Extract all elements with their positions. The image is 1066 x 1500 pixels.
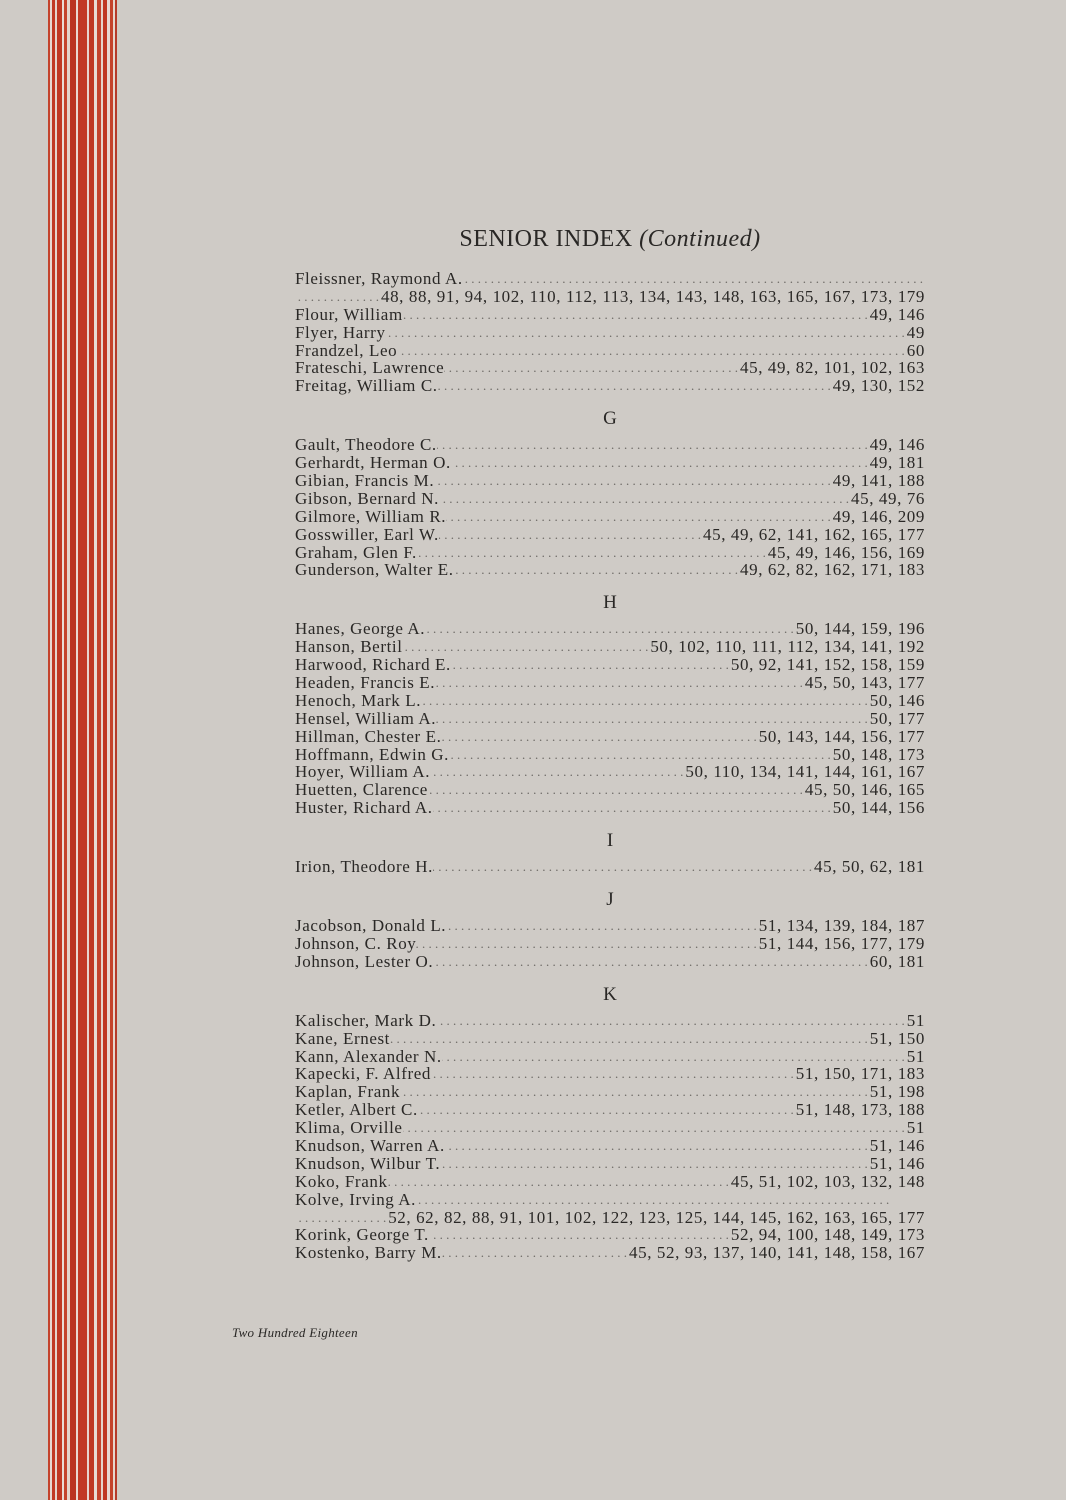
dot-leader [449,746,833,764]
decorative-red-stripe-border [46,0,120,1500]
entry-pages: 51, 146 [869,1153,925,1173]
section-letter-heading: K [603,983,617,1005]
entry-name: Gibson, Bernard N. [295,488,439,508]
index-entry-row [295,1065,925,1083]
section-letter-heading: J [606,889,614,911]
index-entry-row [295,1012,925,1030]
index-entry-row [295,1137,925,1155]
section-letter-heading: H [603,592,617,614]
dot-leader [425,620,796,638]
entry-pages: 60 [906,340,925,360]
dot-leader [435,674,805,692]
index-entry-row [295,746,925,764]
dot-leader [441,728,758,746]
index-entry-row [295,728,925,746]
dot-leader [431,1065,796,1083]
entry-pages: 51, 150 [869,1028,925,1048]
entry-name: Henoch, Mark L. [295,690,422,710]
entry-pages: 49, 181 [869,453,925,473]
entry-name: Klima, Orville [295,1118,403,1138]
dot-leader [388,1173,731,1191]
dot-leader [434,472,833,490]
dot-leader [437,436,870,454]
entry-name: Johnson, C. Roy [295,933,417,953]
entry-name: Irion, Theodore H. [295,857,433,877]
entry-pages: 49, 130, 152 [832,376,925,396]
entry-pages: 51 [906,1118,925,1138]
index-entry-continuation-row [295,1209,925,1227]
entry-pages: 45, 49, 82, 101, 102, 163 [740,358,925,378]
index-entry-row [295,454,925,472]
entry-pages: 49 [906,322,925,342]
entry-name: Koko, Frank [295,1171,388,1191]
dot-leader [386,324,907,342]
index-entry-row [295,1155,925,1173]
index-entry-row [295,342,925,360]
dot-leader [444,359,740,377]
entry-name: Gibian, Francis M. [295,471,435,491]
entry-name: Harwood, Richard E. [295,655,451,675]
entry-name: Huetten, Clarence [295,780,428,800]
entry-pages: 51 [906,1046,925,1066]
index-entry-row [295,656,925,674]
index-entry-row [295,1173,925,1191]
entry-name: Fleissner, Raymond A. [295,269,463,288]
entry-pages: 48, 88, 91, 94, 102, 110, 112, 113, 134, 143, 148, 163, 165, 167, 173, 179 [380,286,925,306]
entry-name: Gault, Theodore C. [295,435,437,455]
entry-pages: 49, 146 [869,304,925,324]
entry-pages: 51, 198 [869,1082,925,1102]
index-entry-row [295,377,925,395]
dot-leader [440,1155,870,1173]
dot-leader [433,799,833,817]
dot-leader [439,490,851,508]
entry-name: Freitag, William C. [295,376,438,396]
index-entry-row [295,710,925,728]
entry-name: Korink, George T. [295,1225,429,1245]
index-entry-row [295,763,925,781]
dot-leader [433,858,814,876]
dot-leader [295,288,381,306]
dot-leader [436,1012,906,1030]
index-entry-row [295,359,925,377]
index-entry-row [295,508,925,526]
entry-name: Hanes, George A. [295,619,426,639]
dot-leader [436,710,870,728]
index-entry-row [295,472,925,490]
index-entry-row [295,544,925,562]
entry-name: Gunderson, Walter E. [295,560,454,580]
entry-name: Gilmore, William R. [295,506,447,526]
entry-name: Frandzel, Leo [295,340,398,360]
entry-pages: 51, 134, 139, 184, 187 [758,916,925,936]
dot-leader [442,1244,629,1262]
index-entry-row [295,620,925,638]
index-entry-row [295,638,925,656]
entry-name: Hoyer, William A. [295,762,431,782]
index-entry-row [295,490,925,508]
page-title-main: SENIOR INDEX [459,226,633,252]
entry-name: Hillman, Chester E. [295,726,442,746]
entry-name: Hanson, Bertil [295,637,403,657]
dot-leader [428,781,805,799]
dot-leader [442,1048,907,1066]
index-entry-row [295,561,925,579]
section-letter-heading: G [603,408,617,430]
entry-pages: 45, 50, 146, 165 [804,780,925,800]
index-entry-row [295,324,925,342]
dot-leader [403,306,870,324]
entry-name: Johnson, Lester O. [295,951,434,971]
dot-leader [454,561,740,579]
dot-leader [416,1191,890,1209]
dot-leader [397,342,907,360]
index-entry-row [295,1226,925,1244]
dot-leader [463,270,925,288]
entry-name: Kolve, Irving A. [295,1189,417,1209]
index-entry-row [295,692,925,710]
entry-pages: 51, 144, 156, 177, 179 [758,933,925,953]
index-entry-row [295,858,925,876]
entry-pages: 49, 141, 188 [832,471,925,491]
entry-pages: 50, 102, 110, 111, 112, 134, 141, 192 [650,637,925,657]
entry-name: Jacobson, Donald L. [295,916,447,936]
section-letter-heading: I [606,830,614,852]
entry-pages: 49, 146 [869,435,925,455]
entry-name: Kane, Ernest [295,1028,390,1048]
index-entry-row [295,799,925,817]
entry-name: Ketler, Albert C. [295,1100,418,1120]
dot-leader [416,935,758,953]
entry-pages: 60, 181 [869,951,925,971]
entry-pages: 45, 52, 93, 137, 140, 141, 148, 158, 167 [629,1243,925,1263]
entry-name: Gerhardt, Herman O. [295,453,451,473]
entry-pages: 50, 92, 141, 152, 158, 159 [730,655,925,675]
dot-leader [421,692,870,710]
page-title [0,226,1066,253]
entry-pages: 50, 177 [869,708,925,728]
entry-pages: 45, 50, 143, 177 [804,673,925,693]
entry-name: Headen, Francis E. [295,673,436,693]
entry-pages: 50, 143, 144, 156, 177 [758,726,925,746]
entry-pages: 51, 150, 171, 183 [795,1064,925,1084]
dot-leader [433,953,870,971]
entry-name: Graham, Glen F. [295,542,417,562]
entry-pages: 50, 110, 134, 141, 144, 161, 167 [685,762,925,782]
dot-leader [451,454,870,472]
dot-leader [445,1137,870,1155]
entry-pages: 52, 94, 100, 148, 149, 173 [730,1225,925,1245]
page-number-footer: Two Hundred Eighteen [232,1325,358,1340]
entry-pages: 49, 62, 82, 162, 171, 183 [740,560,925,580]
index-entry-row [295,526,925,544]
entry-pages: 45, 50, 62, 181 [814,857,925,877]
index-entry-row [295,436,925,454]
dot-leader [390,1030,870,1048]
index-entry-row [295,1191,925,1209]
entry-pages: 45, 49, 62, 141, 162, 165, 177 [703,524,925,544]
entry-pages: 45, 49, 76 [851,488,925,508]
entry-pages: 50, 144, 159, 196 [795,619,925,639]
entry-name: Knudson, Wilbur T. [295,1153,441,1173]
dot-leader [417,544,768,562]
entry-name: Flyer, Harry [295,322,386,342]
entry-pages: 51, 148, 173, 188 [795,1100,925,1120]
entry-pages: 50, 148, 173 [832,744,925,764]
entry-name: Kapecki, F. Alfred [295,1064,431,1084]
dot-leader [403,1119,907,1137]
entry-name: Frateschi, Lawrence [295,358,445,378]
dot-leader [400,1083,870,1101]
dot-leader [430,763,685,781]
entry-pages: 50, 146 [869,690,925,710]
index-entry-row [295,1101,925,1119]
entry-pages: 49, 146, 209 [832,506,925,526]
entry-name: Kaplan, Frank [295,1082,401,1102]
entry-name: Gosswiller, Earl W. [295,524,439,544]
index-entry-row [295,917,925,935]
dot-leader [429,1226,731,1244]
dot-leader [446,508,833,526]
entry-pages: 45, 49, 146, 156, 169 [767,542,925,562]
index-entry-row [295,1244,925,1262]
entry-name: Hoffmann, Edwin G. [295,744,450,764]
page-title-continued: (Continued) [639,226,761,252]
dot-leader [451,656,731,674]
dot-leader [403,638,651,656]
index-entry-row [295,781,925,799]
index-entry-row [295,674,925,692]
index-entry-row [295,1048,925,1066]
index-entry-row [295,1030,925,1048]
entry-pages: 51, 146 [869,1135,925,1155]
entry-name: Flour, William [295,304,403,324]
entry-pages: 45, 51, 102, 103, 132, 148 [730,1171,925,1191]
dot-leader [418,1101,796,1119]
entry-name: Kostenko, Barry M. [295,1243,442,1263]
entry-name: Huster, Richard A. [295,798,433,818]
index-entry-row [295,270,925,288]
dot-leader [438,377,833,395]
index-entry-row [295,306,925,324]
entry-pages: 52, 62, 82, 88, 91, 101, 102, 122, 123, 125, 144, 145, 162, 163, 165, 177 [388,1207,925,1227]
index-entry-row [295,935,925,953]
entry-name: Knudson, Warren A. [295,1135,445,1155]
dot-leader [295,1209,388,1227]
index-entry-row [295,953,925,971]
index-entry-row [295,1119,925,1137]
index-entry-continuation-row [295,288,925,306]
senior-index-list [295,270,925,1262]
dot-leader [446,917,759,935]
entry-name: Kann, Alexander N. [295,1046,442,1066]
index-entry-row [295,1083,925,1101]
entry-name: Kalischer, Mark D. [295,1010,437,1030]
entry-pages: 51 [906,1010,925,1030]
dot-leader [439,526,703,544]
entry-pages: 50, 144, 156 [832,798,925,818]
entry-name: Hensel, William A. [295,708,437,728]
